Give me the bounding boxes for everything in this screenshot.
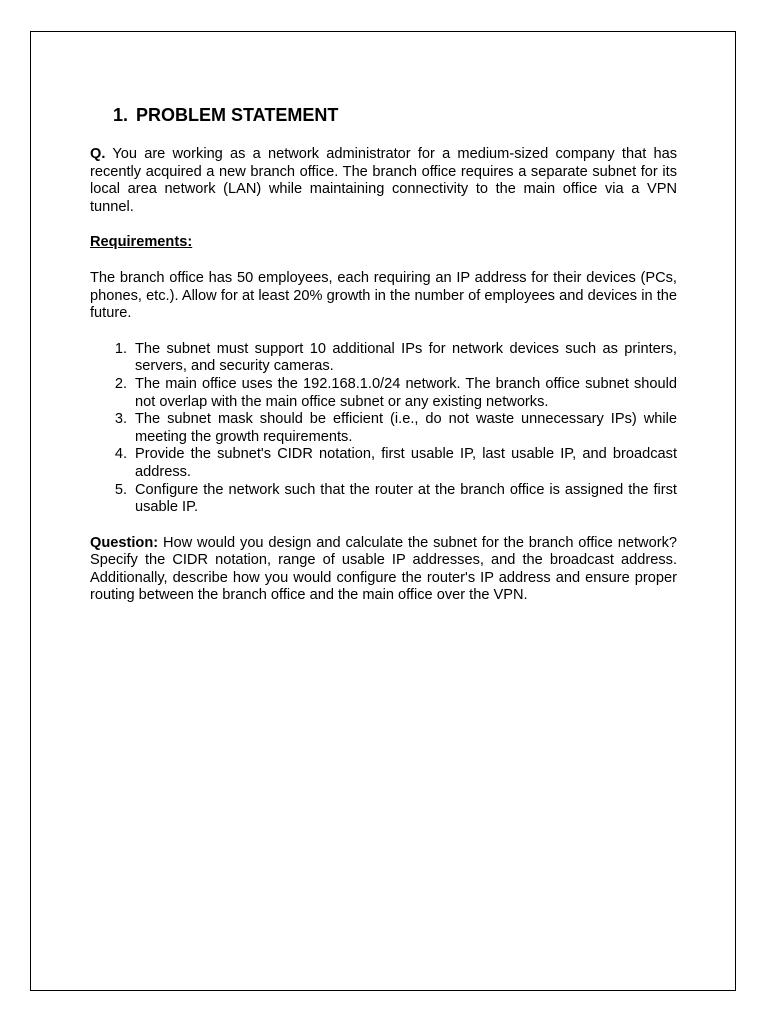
list-item	[90, 446, 677, 481]
list-item-number: 5.	[114, 481, 127, 498]
question-paragraph	[90, 535, 677, 605]
section-heading	[90, 104, 677, 126]
requirements-heading: Requirements:	[90, 234, 193, 251]
list-item-number: 1.	[114, 340, 127, 357]
list-item	[90, 376, 677, 411]
list-item-number: 4.	[114, 446, 127, 463]
question-intro-paragraph	[90, 146, 677, 216]
question-text: How would you design and calculate the subnet for the branch office network? Specify the CIDR notation, range of usable IP addresses, and the broadcast address. Additionally, describe how you would configure the router's IP address and ensure proper routing between the branch office and the main office over the VPN.	[90, 534, 677, 604]
section-title: PROBLEM STATEMENT	[136, 105, 339, 125]
document-body	[90, 104, 677, 605]
question-label: Question:	[90, 534, 159, 551]
list-item-text: Provide the subnet's CIDR notation, first usable IP, last usable IP, and broadcast address.	[135, 446, 677, 480]
section-number: 1.	[113, 105, 129, 125]
list-item-text: Configure the network such that the router at the branch office is assigned the first usable IP.	[135, 481, 677, 516]
requirements-intro-paragraph: The branch office has 50 employees, each requiring an IP address for their devices (PCs, phones, etc.). Allow for at least 20% growth in the number of employees and devices in the future.	[90, 269, 677, 322]
list-item-text: The subnet mask should be efficient (i.e., do not waste unnecessary IPs) while meeting the growth requirements.	[135, 411, 677, 445]
list-item-text: The main office uses the 192.168.1.0/24 network. The branch office subnet should not overlap with the main office subnet or any existing networks.	[135, 375, 677, 410]
list-item-text: The subnet must support 10 additional IPs for network devices such as printers, servers, and security cameras.	[135, 340, 677, 375]
question-intro-text: You are working as a network administrator for a medium-sized company that has recently acquired a new branch office. The branch office requires a separate subnet for its local area network (LAN) while maintaining connectivity to the main office via a VPN tunnel.	[90, 146, 677, 215]
list-item-number: 3.	[114, 411, 127, 428]
question-intro-label: Q.	[90, 146, 106, 162]
requirements-list	[90, 341, 677, 517]
list-item	[90, 341, 677, 376]
list-item	[90, 411, 677, 446]
list-item	[90, 482, 677, 517]
list-item-number: 2.	[114, 375, 127, 392]
